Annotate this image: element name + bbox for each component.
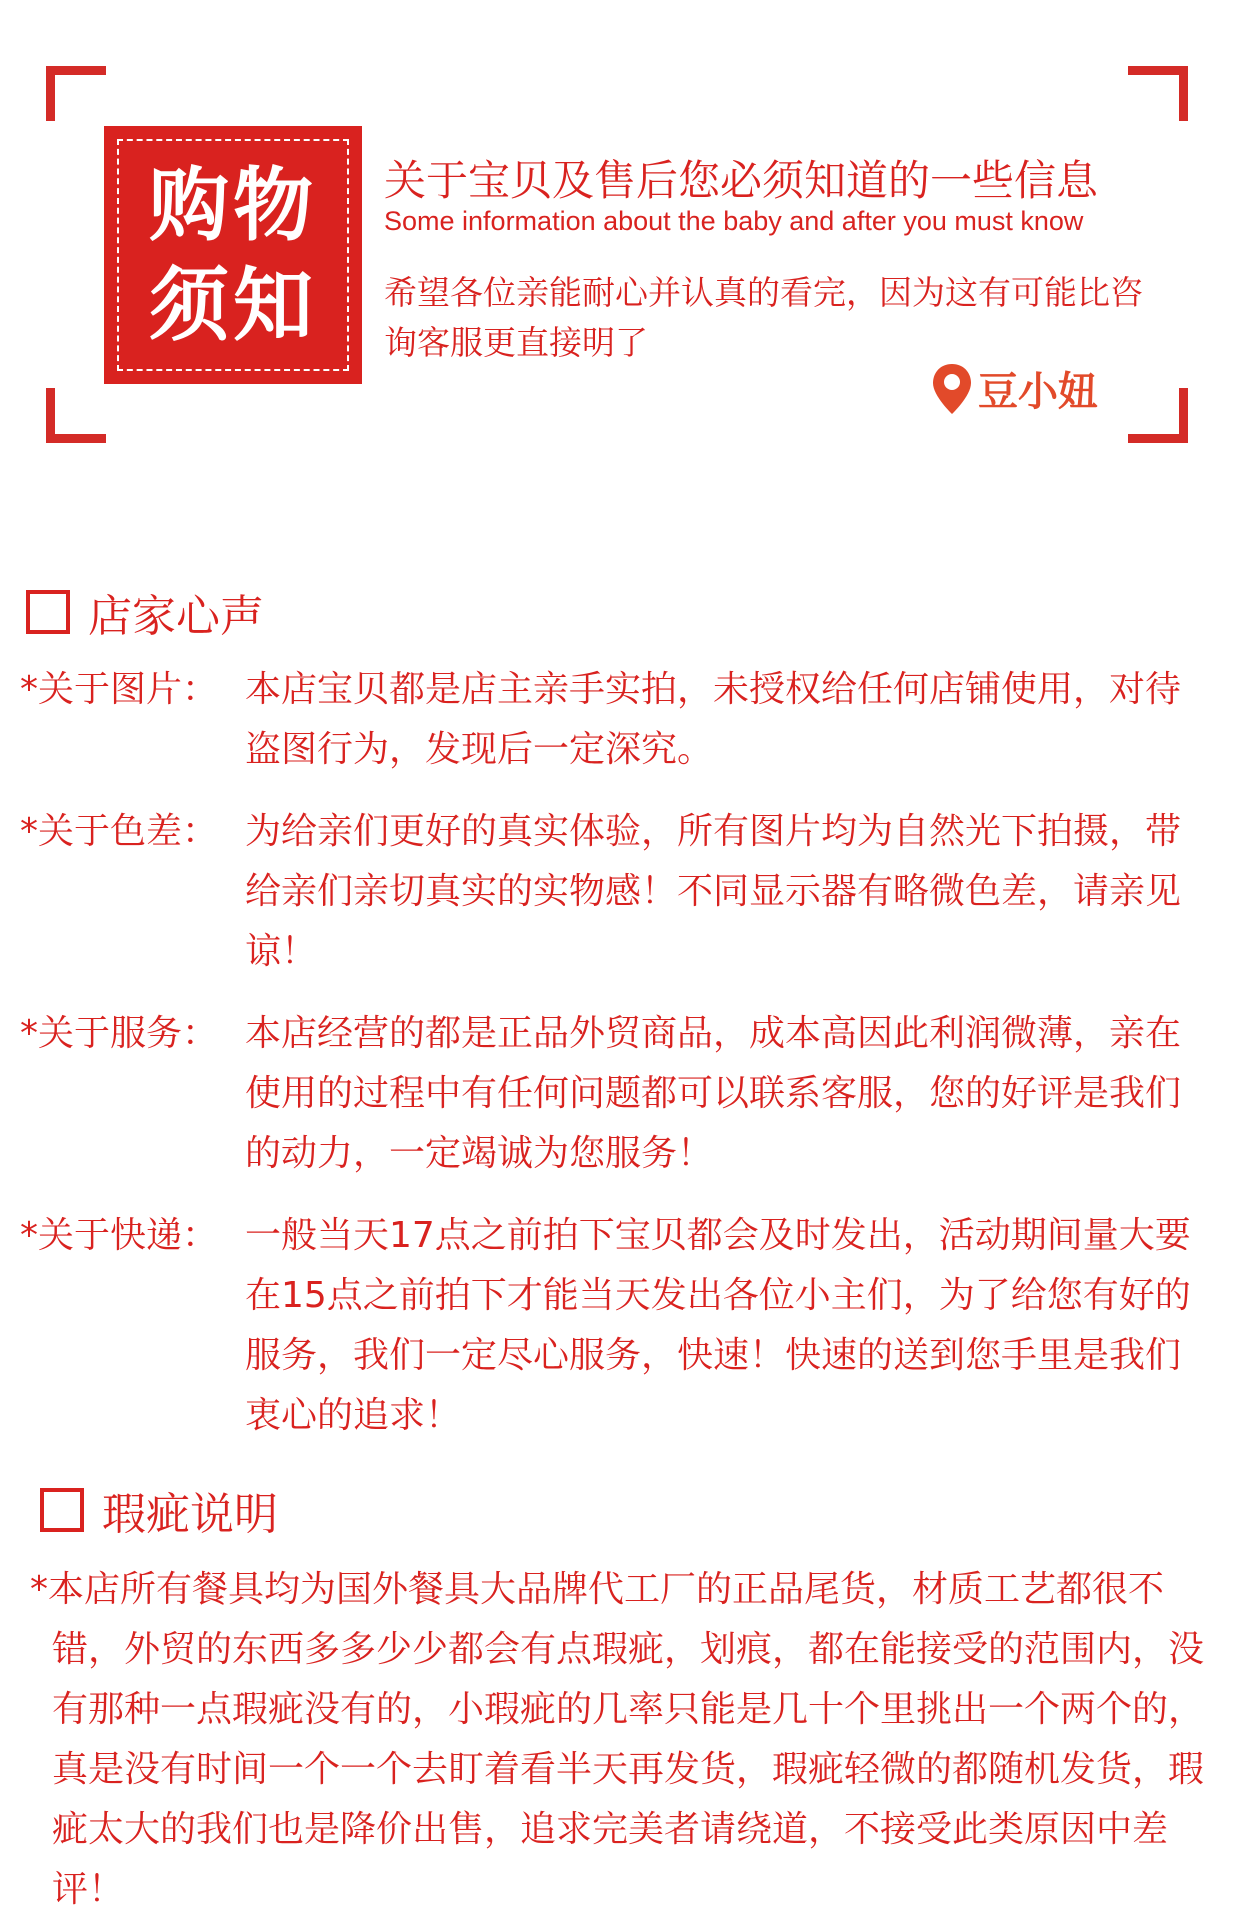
- note-label: *关于服务：: [20, 1013, 219, 1054]
- note-label: *关于快递：: [20, 1215, 219, 1256]
- checkbox-square-icon: [40, 1488, 84, 1532]
- shopping-notice-badge: [104, 126, 362, 384]
- logo-text: 豆小妞: [978, 369, 1098, 415]
- note-label: *关于图片：: [20, 669, 219, 710]
- checkbox-square-icon: [26, 590, 70, 634]
- list-item: [20, 1004, 1220, 1184]
- header-subtitle: Some information about the baby and after you must know: [384, 206, 1084, 236]
- location-pin-icon: [930, 362, 974, 416]
- note-text: 本店经营的都是正品外贸商品，成本高因此利润微薄，亲在使用的过程中有任何问题都可以联系客服，您的好评是我们的动力，一定竭诚为您服务！: [245, 1013, 1182, 1174]
- section-heading-defects: [40, 1478, 278, 1542]
- corner-bracket-bottom-left: [46, 388, 106, 443]
- defect-description: *本店所有餐具均为国外餐具大品牌代工厂的正品尾货，材质工艺都很不错，外贸的东西多多少少都会有点瑕疵，划痕，都在能接受的范围内，没有那种一点瑕疵没有的，小瑕疵的几率只能是几十个里挑出一个两个的，真是没有时间一个一个去盯着看半天再发货，瑕疵轻微的都随机发货，瑕疵太大的我们也是降价出售，追求完美者请绕道，不接受此类原因中差评！: [30, 1569, 1205, 1910]
- note-label: *关于色差：: [20, 811, 219, 852]
- section-heading-label: 店家心声: [88, 591, 264, 642]
- section-heading-shop-notes: [26, 580, 264, 644]
- header-description: 希望各位亲能耐心并认真的看完，因为这有可能比咨询客服更直接明了: [384, 273, 1143, 362]
- list-item: [20, 660, 1220, 780]
- badge-line-2: 须知: [149, 258, 317, 352]
- shop-notes-list: [20, 660, 1220, 1468]
- section-heading-label: 瑕疵说明: [102, 1489, 278, 1540]
- corner-bracket-bottom-right: [1128, 388, 1188, 443]
- badge-line-1: 购物: [149, 158, 317, 252]
- header-title: 关于宝贝及售后您必须知道的一些信息: [384, 156, 1099, 205]
- note-text: 一般当天17点之前拍下宝贝都会及时发出，活动期间量大要在15点之前拍下才能当天发出各位小主们，为了给您有好的服务，我们一定尽心服务，快速！快速的送到您手里是我们衷心的追求！: [245, 1215, 1191, 1436]
- badge-dashed-frame: [117, 139, 349, 371]
- list-item: [20, 1206, 1220, 1446]
- brand-logo: [930, 360, 1098, 417]
- corner-bracket-top-right: [1128, 66, 1188, 121]
- corner-bracket-top-left: [46, 66, 106, 121]
- note-text: 本店宝贝都是店主亲手实拍，未授权给任何店铺使用，对待盗图行为，发现后一定深究。: [245, 669, 1182, 770]
- list-item: [20, 802, 1220, 982]
- note-text: 为给亲们更好的真实体验，所有图片均为自然光下拍摄，带给亲们亲切真实的实物感！不同显示器有略微色差，请亲见谅！: [245, 811, 1182, 972]
